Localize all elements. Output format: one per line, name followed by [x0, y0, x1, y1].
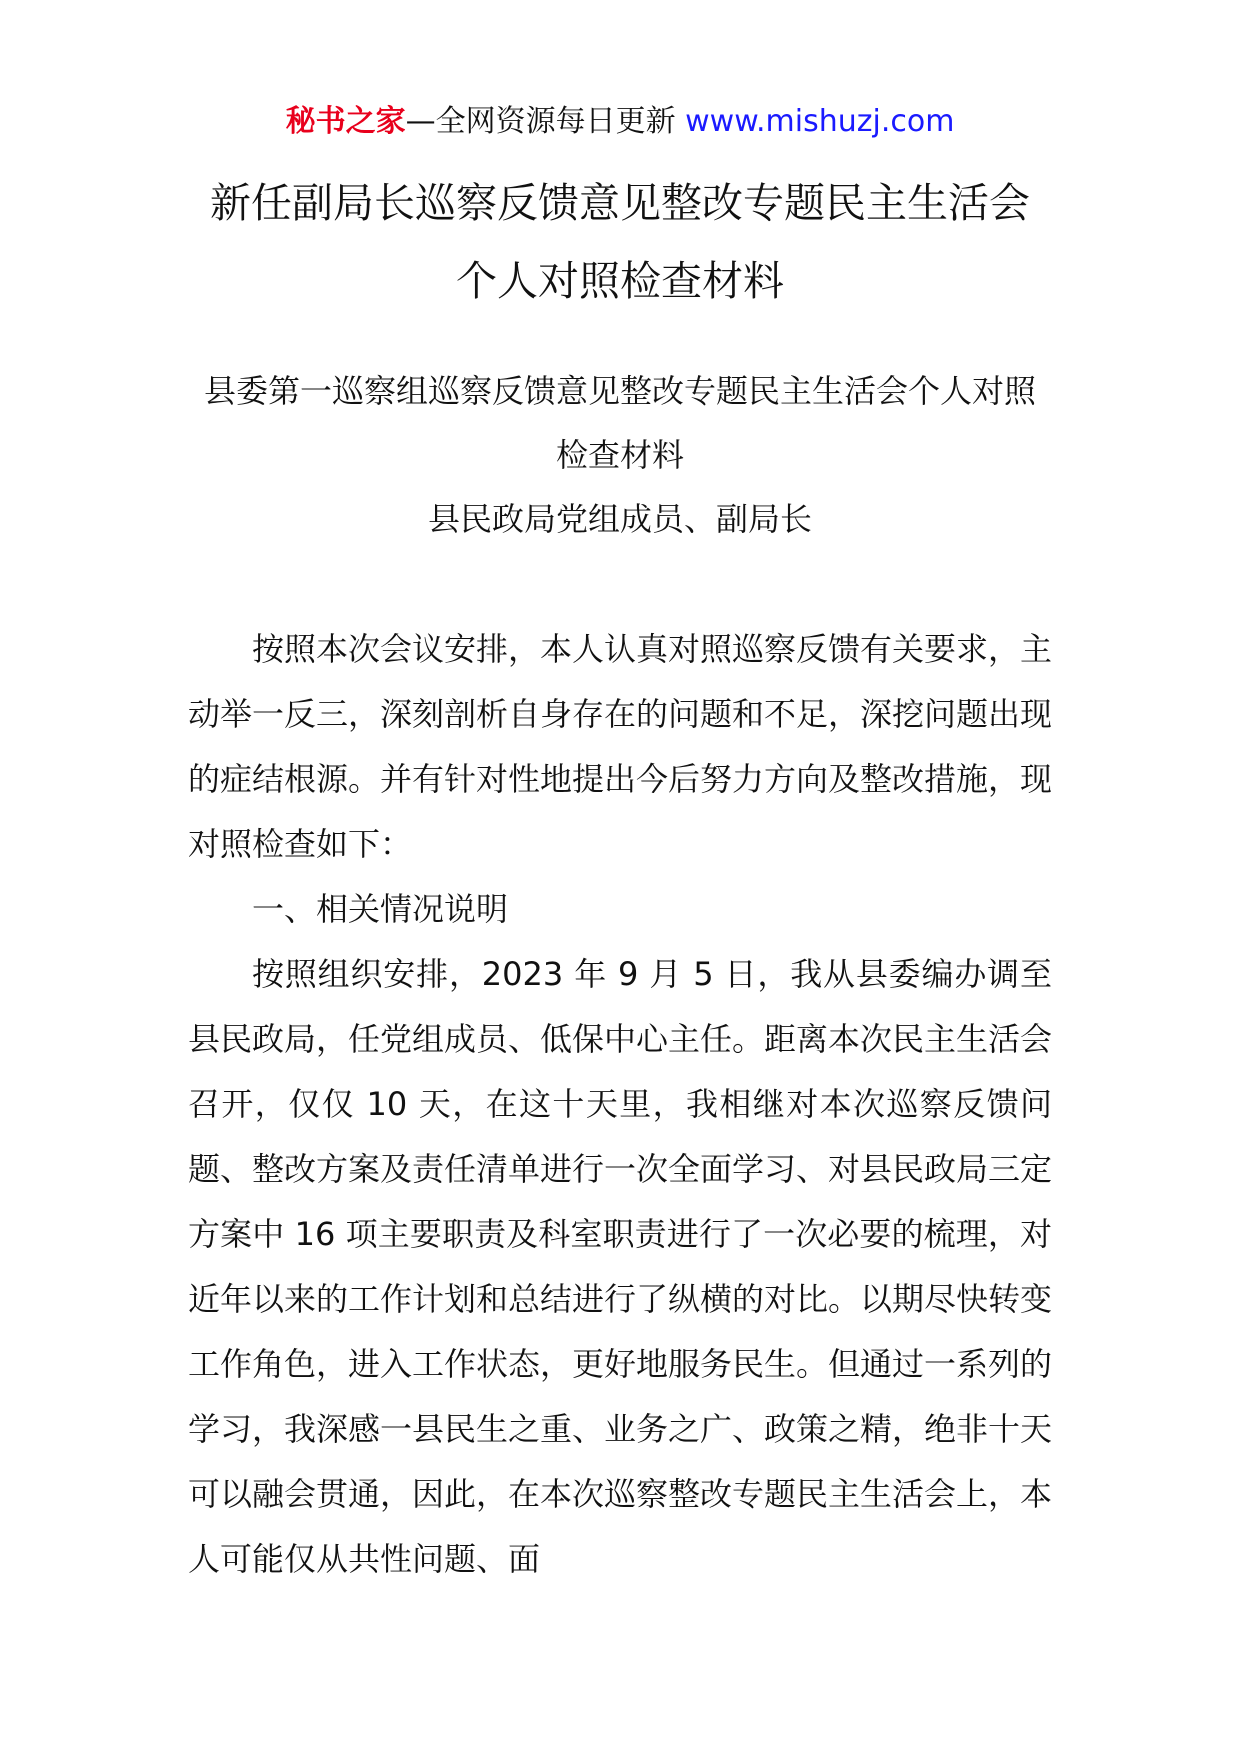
site-slogan: —全网资源每日更新	[405, 104, 676, 139]
document-body	[188, 617, 1052, 1592]
document-title-line-1: 新任副局长巡察反馈意见整改专题民主生活会	[210, 179, 1030, 227]
site-header	[0, 100, 1240, 144]
document-subtitle	[190, 359, 1050, 551]
body-paragraph-intro: 按照本次会议安排，本人认真对照巡察反馈有关要求，主动举一反三，深刻剖析自身存在的问题和不足，深挖问题出现的症结根源。并有针对性地提出今后努力方向及整改措施，现对照检查如下：	[188, 630, 1053, 863]
author-position: 县民政局党组成员、副局长	[427, 500, 812, 538]
section-heading-1: 一、相关情况说明	[252, 890, 509, 928]
subtitle-heading: 县委第一巡察组巡察反馈意见整改专题民主生活会个人对照检查材料	[203, 372, 1036, 474]
document-title	[0, 164, 1240, 320]
site-url-link[interactable]: www.mishuzj.com	[685, 104, 955, 139]
brand-name: 秘书之家	[285, 104, 406, 139]
document-title-line-2: 个人对照检查材料	[456, 257, 784, 305]
body-paragraph-situation: 按照组织安排，2023 年 9 月 5 日，我从县委编办调至县民政局，任党组成员、低保中心主任。距离本次民主生活会召开，仅仅 10 天，在这十天里，我相继对本次巡察反馈问题、整改方案及责任清单进行一次全面学习、对县民政局三定方案中 16 项主要职责及科室职责进行了一次必要的梳理，对近年以来的工作计划和总结进行了纵横的对比。以期尽快转变工作角色，进入工作状态，更好地服务民生。但通过一系列的学习，我深感一县民生之重、业务之广、政策之精，绝非十天可以融会贯通，因此，在本次巡察整改专题民主生活会上，本人可能仅从共性问题、面	[188, 955, 1053, 1578]
